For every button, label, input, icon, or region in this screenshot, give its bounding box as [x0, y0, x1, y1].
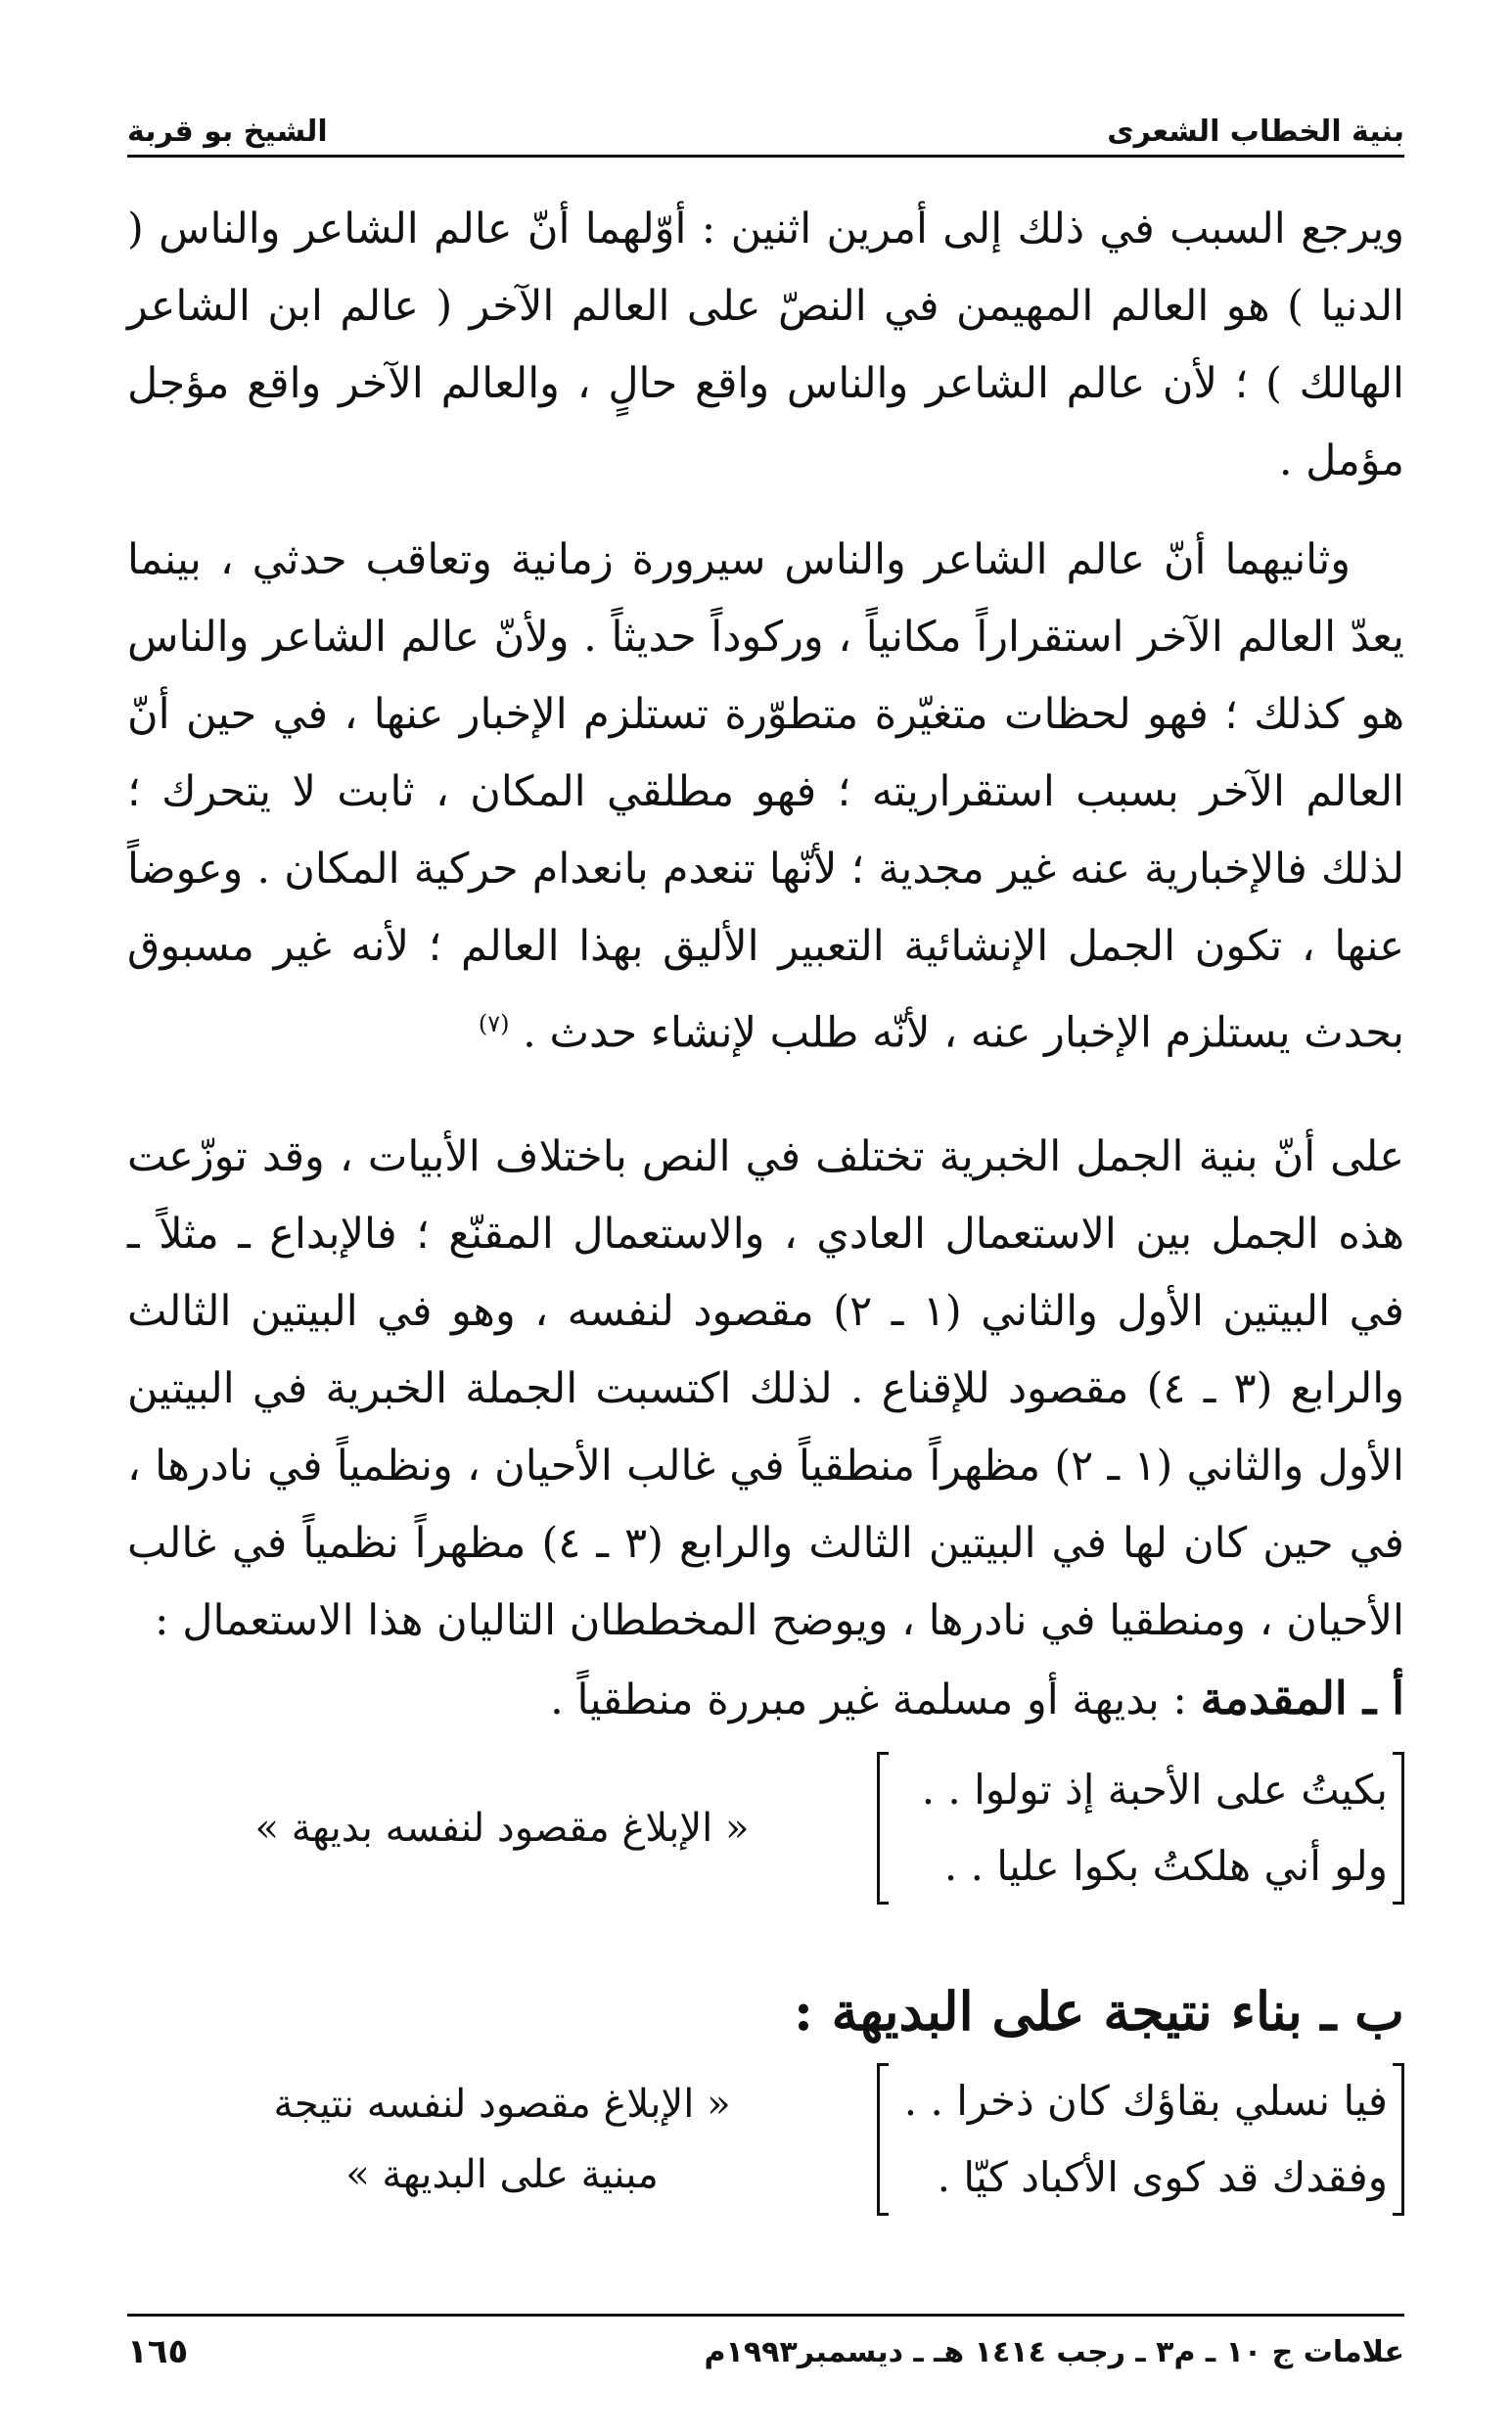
footer-rule	[127, 2314, 1404, 2317]
section-b-diagram	[127, 2063, 1404, 2216]
verse-comment-a: « الإبلاغ مقصود لنفسه بديهة »	[254, 1806, 750, 1851]
header-rule	[127, 155, 1404, 158]
verse-comment-line: « الإبلاغ مقصود لنفسه نتيجة	[273, 2082, 731, 2127]
paragraph-2-text: وثانيهما أنّ عالم الشاعر والناس سيرورة زمانية وتعاقب حدثي ، بينما يعدّ العالم الآخر استقراراً مكانياً ، وركوداً حديثاً . ولأنّ عالم الشاعر والناس هو كذلك ؛ فهو لحظات متغيّرة متطوّرة تستلزم الإخبار عنها ، في حين أنّ العالم الآخر بسبب استقراريته ؛ فهو مطلقي المكان ، ثابت لا يتحرك ؛ لذلك فالإخبارية عنه غير مجدية ؛ لأنّها تنعدم بانعدام حركية المكان . وعوضاً عنها ، تكون الجمل الإنشائية التعبير الأليق بهذا العالم ؛ لأنه غير مسبوق بحدث يستلزم الإخبار عنه ، لأنّه طلب لإنشاء حدث .	[127, 535, 1404, 1058]
verse-comment-line: مبنية على البديهة »	[345, 2152, 659, 2197]
section-a	[127, 1664, 1404, 1905]
body-text	[127, 191, 1404, 1681]
section-a-text: : بديهة أو مسلمة غير مبررة منطقياً .	[550, 1676, 1187, 1724]
verse-comment-b	[127, 2069, 877, 2210]
section-b	[127, 1977, 1404, 2216]
footer-citation: علامات ج ١٠ ـ م٣ ـ رجب ١٤١٤ هـ ـ ديسمبر١٩٩٣م	[704, 2334, 1404, 2369]
section-a-diagram	[127, 1752, 1404, 1905]
paragraph-2	[127, 522, 1404, 1072]
section-a-heading	[127, 1664, 1404, 1734]
page-number: ١٦٥	[127, 2332, 189, 2371]
running-header	[127, 90, 1404, 149]
verse-bracket-b	[877, 2063, 1404, 2216]
section-a-label: أ ـ المقدمة	[1200, 1672, 1404, 1724]
verse-bracket-a	[877, 1752, 1404, 1905]
verse-line: وفقدك قد كوى الأكباد كيّا .	[937, 2153, 1388, 2201]
bracket-corner	[1393, 1902, 1404, 1905]
page-footer	[127, 2327, 1404, 2376]
running-header-title: بنية الخطاب الشعرى	[1107, 115, 1404, 149]
paragraph-3: على أنّ بنية الجمل الخبرية تختلف في النص باختلاف الأبيات ، وقد توزّعت هذه الجمل بين الاستعمال العادي ، والاستعمال المقنّع ؛ فالإبداع ـ مثلاً ـ في البيتين الأول والثاني (١ ـ ٢) مقصود لنفسه ، وهو في البيتين الثالث والرابع (٣ ـ ٤) مقصود للإقناع . لذلك اكتسبت الجملة الخبرية في البيتين الأول والثاني (١ ـ ٢) مظهراً منطقياً في غالب الأحيان ، ونظمياً في نادرها ، في حين كان لها في البيتين الثالث والرابع (٣ ـ ٤) مظهراً نظمياً في غالب الأحيان ، ومنطقيا في نادرها ، ويوضح المخططان التاليان هذا الاستعمال :	[127, 1132, 1404, 1646]
bracket-corner	[1393, 2063, 1404, 2066]
verse-line: بكيتُ على الأحبة إذ تولوا . .	[921, 1766, 1388, 1814]
bracket-corner	[1393, 1752, 1404, 1755]
verse-line: فيا نسلي بقاؤك كان ذخرا . .	[903, 2077, 1388, 2125]
section-b-heading: ب ـ بناء نتيجة على البديهة :	[793, 1980, 1404, 2043]
paragraph-1: ويرجع السبب في ذلك إلى أمرين اثنين : أوّلهما أنّ عالم الشاعر والناس ( الدنيا ) هو العالم المهيمن في النصّ على العالم الآخر ( عالم ابن الشاعر الهالك ) ؛ لأن عالم الشاعر والناس واقع حالٍ ، والعالم الآخر واقع مؤجل مؤمل .	[127, 205, 1404, 485]
footnote-reference[interactable]: (٧)	[478, 1010, 510, 1037]
bracket-corner	[1393, 2213, 1404, 2216]
verse-line: ولو أني هلكتُ بكوا عليا . .	[943, 1842, 1388, 1890]
running-header-author: الشيخ بو قربة	[127, 115, 328, 149]
